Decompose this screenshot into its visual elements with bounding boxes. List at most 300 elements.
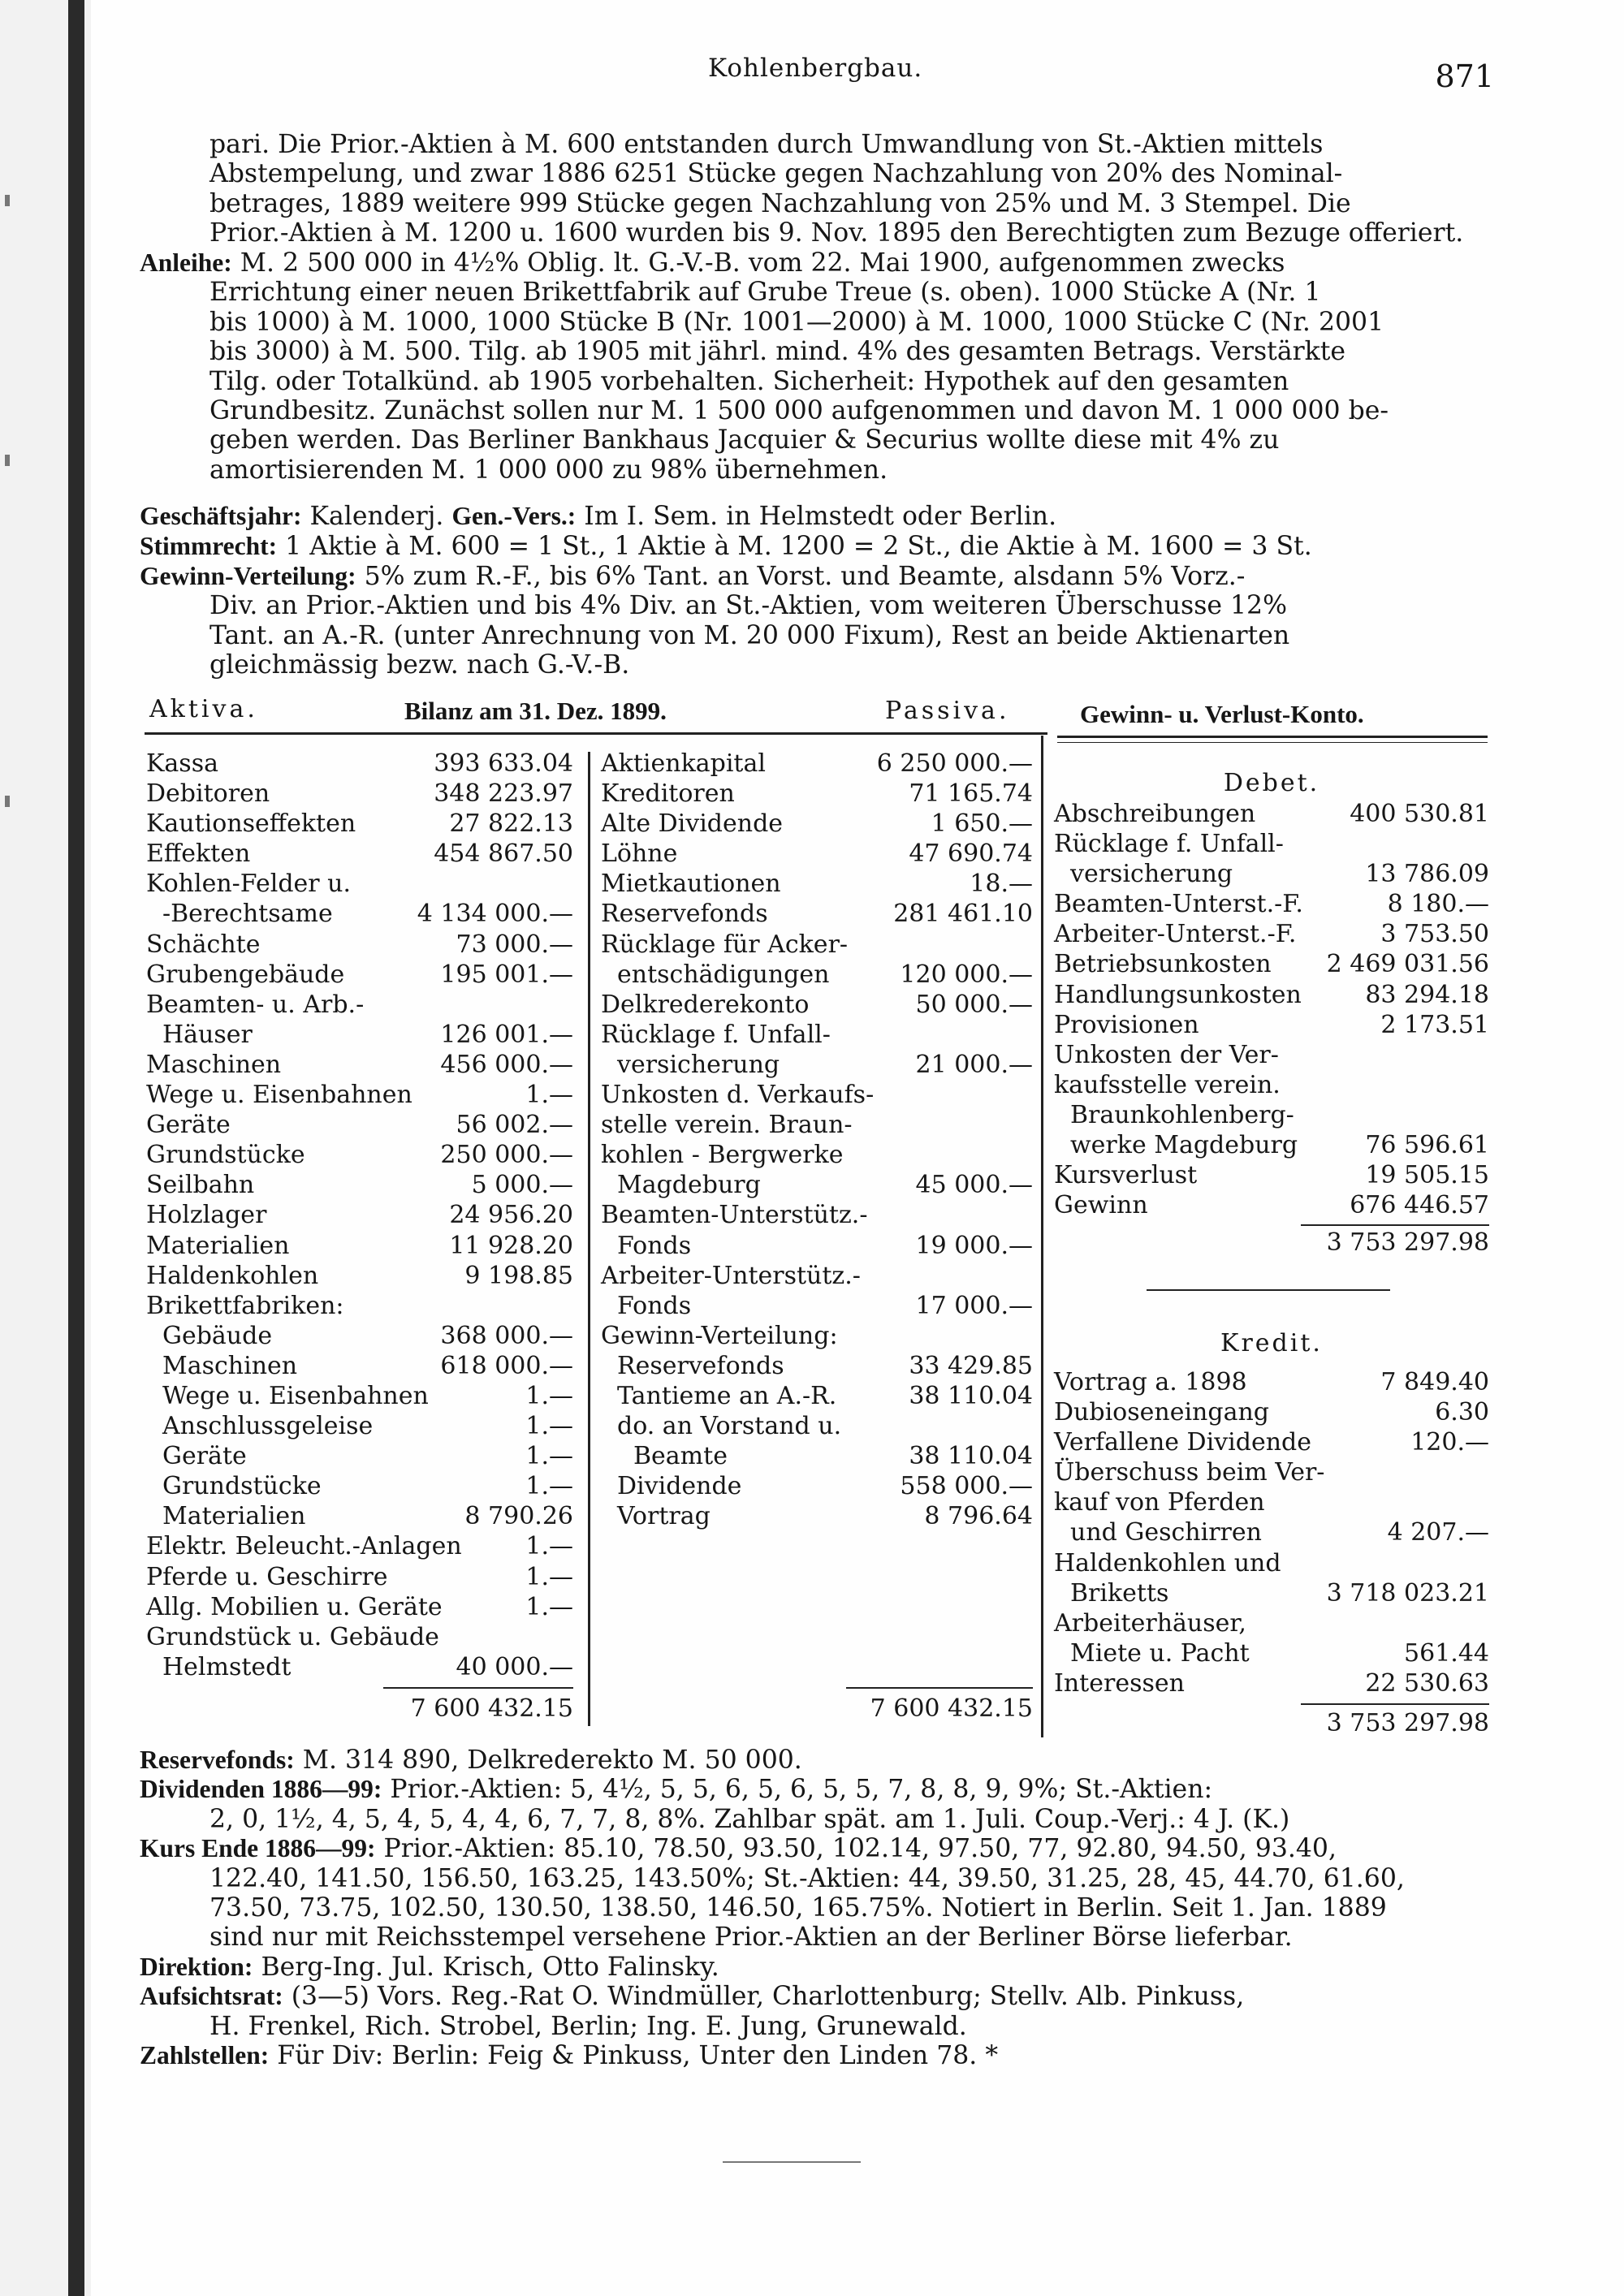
row-label: Reservefonds xyxy=(601,900,768,929)
table-row xyxy=(146,960,573,990)
row-label: Provisionen xyxy=(1054,1010,1199,1039)
gewinn-verteilung-section xyxy=(140,562,1488,680)
text-line: gleichmässig bezw. nach G.-V.-B. xyxy=(209,650,630,680)
row-amount: 1.— xyxy=(525,1592,573,1621)
table-row xyxy=(146,1261,573,1291)
table-row xyxy=(146,1592,573,1622)
table-row xyxy=(146,1231,573,1261)
row-amount: 24 956.20 xyxy=(449,1201,573,1230)
row-label: Kohlen-Felder u. xyxy=(146,870,352,899)
table-row xyxy=(146,1351,573,1381)
row-amount: 76 596.61 xyxy=(1365,1131,1489,1160)
row-amount: 38 110.04 xyxy=(909,1442,1033,1471)
row-amount: 56 002.— xyxy=(456,1111,573,1140)
kredit-total: 3 753 297.98 xyxy=(1326,1709,1489,1737)
section-label: Gen.-Vers.: xyxy=(451,502,577,530)
bottom-section xyxy=(140,1746,1488,2070)
row-label: Überschuss beim Ver- xyxy=(1054,1458,1325,1487)
table-row xyxy=(601,1291,1033,1321)
row-amount: 454 867.50 xyxy=(434,839,573,869)
row-label: Dubioseneingang xyxy=(1054,1398,1269,1427)
table-row xyxy=(1054,1457,1489,1487)
kredit-label: Kredit. xyxy=(1220,1329,1323,1357)
text-line: bis 3000) à M. 500. Tilg. ab 1905 mit jährl. mind. 4% des gesamten Betrags. Verstärkte xyxy=(209,337,1346,367)
aufsichtsrat-line xyxy=(140,1982,1488,2011)
row-amount: 393 633.04 xyxy=(434,749,573,778)
row-amount: 73 000.— xyxy=(456,930,573,959)
row-amount: 1.— xyxy=(525,1081,573,1110)
table-row xyxy=(601,1200,1033,1230)
row-amount: 33 429.85 xyxy=(909,1351,1033,1380)
table-row xyxy=(146,1110,573,1140)
table-row xyxy=(1054,1397,1489,1427)
intro-paragraph xyxy=(140,130,1488,248)
row-label: Helmstedt xyxy=(162,1652,292,1681)
row-amount: 281 461.10 xyxy=(893,900,1033,929)
kurs-line xyxy=(140,1834,1488,1863)
row-amount: 676 446.57 xyxy=(1350,1191,1489,1220)
row-label: Wege u. Eisenbahnen xyxy=(146,1081,412,1110)
section-label: Anleihe: xyxy=(140,248,232,277)
row-label: Abschreibungen xyxy=(1054,800,1256,828)
debet-column xyxy=(1054,799,1489,1220)
row-label: versicherung xyxy=(1070,860,1233,889)
section-label: Reservefonds: xyxy=(140,1746,295,1774)
row-label: Interessen xyxy=(1054,1668,1185,1698)
row-label: Briketts xyxy=(1070,1578,1169,1608)
row-amount: 120.— xyxy=(1410,1428,1489,1457)
row-amount: 1.— xyxy=(525,1381,573,1410)
aktiva-total: 7 600 432.15 xyxy=(410,1694,573,1723)
gutter-mark xyxy=(5,796,10,807)
row-amount: 1.— xyxy=(525,1532,573,1561)
footer-rule xyxy=(723,2161,861,2163)
row-label: kaufsstelle verein. xyxy=(1054,1070,1281,1099)
table-row xyxy=(146,990,573,1020)
table-row xyxy=(146,1562,573,1592)
row-label: Vortrag xyxy=(617,1502,710,1531)
row-amount: 13 786.09 xyxy=(1365,860,1489,889)
row-label: Dividende xyxy=(617,1472,742,1501)
table-row xyxy=(146,1321,573,1351)
row-amount: 38 110.04 xyxy=(909,1381,1033,1410)
row-amount: 1.— xyxy=(525,1442,573,1471)
text-line: geben werden. Das Berliner Bankhaus Jacquier & Securius wollte diese mit 4% zu xyxy=(209,425,1280,455)
row-amount: 8 180.— xyxy=(1387,890,1489,919)
row-amount: 456 000.— xyxy=(440,1050,573,1079)
anleihe-section xyxy=(140,248,1488,485)
row-label: Miete u. Pacht xyxy=(1070,1638,1250,1668)
section-label: Stimmrecht: xyxy=(140,532,278,560)
text-line: amortisierenden M. 1 000 000 zu 98% übernehmen. xyxy=(209,455,888,485)
direktion-line xyxy=(140,1953,1488,1982)
row-amount: 348 223.97 xyxy=(434,779,573,809)
table-row xyxy=(1054,1578,1489,1608)
geschaeftsjahr-line xyxy=(140,502,1488,531)
row-label: Kreditoren xyxy=(601,779,735,809)
text-line xyxy=(140,248,1488,278)
row-amount: 195 001.— xyxy=(440,960,573,989)
section-text: Berg-Ing. Jul. Krisch, Otto Falinsky. xyxy=(261,1952,719,1982)
table-row xyxy=(146,1501,573,1531)
sum-rule xyxy=(1301,1703,1489,1705)
row-amount: 6 250 000.— xyxy=(876,749,1033,778)
row-amount: 120 000.— xyxy=(900,960,1033,989)
row-label: Aktienkapital xyxy=(601,749,766,778)
row-label: Fonds xyxy=(617,1291,692,1320)
section-text: M. 2 500 000 in 4½% Oblig. lt. G.-V.-B. vom 22. Mai 1900, aufgenommen zwecks xyxy=(240,248,1285,278)
row-label: Grundstück u. Gebäude xyxy=(146,1622,439,1651)
table-row xyxy=(146,1381,573,1411)
row-amount: 2 469 031.56 xyxy=(1326,950,1489,979)
table-row xyxy=(601,990,1033,1020)
row-label: Grundstücke xyxy=(146,1141,305,1170)
row-label: Mietkautionen xyxy=(601,870,781,899)
bilanz-title: Bilanz am 31. Dez. 1899. xyxy=(404,697,667,725)
table-row xyxy=(601,1170,1033,1200)
row-amount: 3 753.50 xyxy=(1380,920,1489,949)
row-amount: 558 000.— xyxy=(900,1472,1033,1501)
spine-shadow xyxy=(68,0,84,2296)
table-row xyxy=(146,1050,573,1080)
section-text: Im I. Sem. in Helmstedt oder Berlin. xyxy=(584,502,1057,531)
table-row xyxy=(146,779,573,809)
table-row xyxy=(601,930,1033,960)
row-label: Gewinn-Verteilung: xyxy=(601,1321,838,1350)
table-row xyxy=(601,1110,1033,1140)
text-line: Grundbesitz. Zunächst sollen nur M. 1 500 000 aufgenommen und davon M. 1 000 000 be- xyxy=(209,396,1389,426)
row-amount: 368 000.— xyxy=(440,1321,573,1350)
sum-rule xyxy=(846,1687,1033,1689)
row-amount: 19 505.15 xyxy=(1365,1161,1489,1190)
row-label: Tantieme an A.-R. xyxy=(617,1381,837,1410)
konto-divider xyxy=(1041,736,1043,1737)
row-amount: 27 822.13 xyxy=(449,809,573,839)
section-text: Prior.-Aktien: 5, 4½, 5, 5, 6, 5, 6, 5, 5, 7, 8, 8, 9, 9%; St.-Aktien: xyxy=(390,1775,1213,1805)
row-label: Haldenkohlen und xyxy=(1054,1548,1281,1577)
row-label: Geräte xyxy=(162,1442,247,1471)
table-row xyxy=(146,1622,573,1652)
section-label: Direktion: xyxy=(140,1952,253,1981)
row-label: Kautionseffekten xyxy=(146,809,356,839)
row-label: Haldenkohlen xyxy=(146,1261,319,1290)
row-amount: 2 173.51 xyxy=(1380,1010,1489,1039)
table-row xyxy=(1054,1367,1489,1397)
row-label: kohlen - Bergwerke xyxy=(601,1141,844,1170)
text-line: betrages, 1889 weitere 999 Stücke gegen Nachzahlung von 25% und M. 3 Stempel. Die xyxy=(209,188,1351,218)
table-row xyxy=(146,1200,573,1230)
row-label: werke Magdeburg xyxy=(1070,1131,1298,1160)
table-row xyxy=(1054,1668,1489,1698)
row-label: Beamten-Unterst.-F. xyxy=(1054,890,1303,919)
row-amount: 21 000.— xyxy=(915,1050,1033,1079)
row-amount: 17 000.— xyxy=(915,1291,1033,1320)
debet-total: 3 753 297.98 xyxy=(1326,1228,1489,1257)
table-row xyxy=(146,1471,573,1501)
row-amount: 83 294.18 xyxy=(1365,980,1489,1009)
table-row xyxy=(1054,1517,1489,1547)
row-label: Delkrederekonto xyxy=(601,990,810,1019)
table-row xyxy=(146,1411,573,1441)
page-header xyxy=(140,54,1494,102)
table-row xyxy=(601,1471,1033,1501)
row-label: Allg. Mobilien u. Geräte xyxy=(146,1592,443,1621)
table-row xyxy=(146,899,573,929)
row-label: Materialien xyxy=(162,1502,306,1531)
table-row xyxy=(601,1501,1033,1531)
gv-top-rule xyxy=(1057,736,1488,738)
table-row xyxy=(1054,829,1489,859)
row-label: Geräte xyxy=(146,1111,231,1140)
row-label: -Berechtsame xyxy=(162,900,333,929)
row-amount: 1.— xyxy=(525,1472,573,1501)
row-amount: 18.— xyxy=(970,870,1033,899)
debet-label: Debet. xyxy=(1223,769,1320,797)
dividenden-line xyxy=(140,1775,1488,1804)
aktiva-label: Aktiva. xyxy=(149,695,258,723)
section-label: Zahlstellen: xyxy=(140,2041,270,2070)
row-amount: 1.— xyxy=(525,1562,573,1591)
table-row xyxy=(601,749,1033,779)
table-row xyxy=(601,1351,1033,1381)
row-label: do. an Vorstand u. xyxy=(617,1412,842,1441)
section-text: Kalenderj. xyxy=(309,502,444,531)
row-label: Arbeiterhäuser, xyxy=(1054,1608,1246,1638)
text-line: 2, 0, 1½, 4, 5, 4, 5, 4, 4, 6, 7, 7, 8, 8%. Zahlbar spät. am 1. Juli. Coup.-Verj.: 4 J. (K.) xyxy=(209,1804,1290,1834)
table-row xyxy=(1054,980,1489,1010)
row-label: Rücklage f. Unfall- xyxy=(1054,830,1284,859)
row-label: Grubengebäude xyxy=(146,960,345,989)
table-row xyxy=(601,1321,1033,1351)
kredit-column xyxy=(1054,1367,1489,1698)
table-row xyxy=(146,1080,573,1110)
passiva-column xyxy=(601,749,1033,1531)
gutter-mark xyxy=(5,195,10,206)
table-row xyxy=(146,749,573,779)
table-row xyxy=(1054,859,1489,889)
row-label: Anschlussgeleise xyxy=(162,1412,374,1441)
table-row xyxy=(601,1140,1033,1170)
row-label: und Geschirren xyxy=(1070,1518,1262,1547)
row-amount: 40 000.— xyxy=(456,1652,573,1681)
text-line: 122.40, 141.50, 156.50, 163.25, 143.50%; St.-Aktien: 44, 39.50, 31.25, 28, 45, 44.70, 61.60, xyxy=(209,1863,1405,1893)
table-row xyxy=(146,1140,573,1170)
row-amount: 9 198.85 xyxy=(464,1261,573,1290)
table-row xyxy=(1054,1548,1489,1578)
row-label: Beamten-Unterstütz.- xyxy=(601,1201,868,1230)
section-rule xyxy=(1147,1289,1390,1291)
text-line: pari. Die Prior.-Aktien à M. 600 entstanden durch Umwandlung von St.-Aktien mittels xyxy=(209,130,1324,159)
table-row xyxy=(1054,1160,1489,1190)
row-label: entschädigungen xyxy=(617,960,830,989)
row-label: Magdeburg xyxy=(617,1171,761,1200)
row-amount: 22 530.63 xyxy=(1365,1668,1489,1698)
row-amount: 1 650.— xyxy=(931,809,1033,839)
table-row xyxy=(146,930,573,960)
table-row xyxy=(1054,1427,1489,1457)
table-row xyxy=(1054,1070,1489,1100)
row-amount: 561.44 xyxy=(1404,1638,1489,1668)
passiva-label: Passiva. xyxy=(885,697,1010,725)
row-label: Maschinen xyxy=(146,1050,282,1079)
row-label: Schächte xyxy=(146,930,261,959)
page-number: 871 xyxy=(1435,58,1494,94)
row-label: Seilbahn xyxy=(146,1171,255,1200)
row-amount: 400 530.81 xyxy=(1350,800,1489,828)
row-label: Gewinn xyxy=(1054,1191,1148,1220)
table-row xyxy=(146,1170,573,1200)
table-row xyxy=(601,1441,1033,1471)
table-row xyxy=(1054,949,1489,979)
text-line xyxy=(140,562,1488,591)
text-line: Tilg. oder Totalkünd. ab 1905 vorbehalten. Sicherheit: Hypothek auf den gesamten xyxy=(209,366,1289,396)
table-row xyxy=(1054,889,1489,919)
section-text: 1 Aktie à M. 600 = 1 St., 1 Aktie à M. 1200 = 2 St., die Aktie à M. 1600 = 3 St. xyxy=(285,532,1312,561)
row-label: Elektr. Beleucht.-Anlagen xyxy=(146,1532,462,1561)
table-row xyxy=(601,1261,1033,1291)
row-label: Debitoren xyxy=(146,779,270,809)
row-label: Betriebsunkosten xyxy=(1054,950,1272,979)
table-row xyxy=(146,1441,573,1471)
row-label: stelle verein. Braun- xyxy=(601,1111,853,1140)
table-row xyxy=(1054,1487,1489,1517)
row-label: Wege u. Eisenbahnen xyxy=(162,1381,429,1410)
sum-rule xyxy=(1301,1224,1489,1226)
section-text: Für Div: Berlin: Feig & Pinkuss, Unter den Linden 78. * xyxy=(277,2041,999,2071)
row-amount: 4 134 000.— xyxy=(417,900,573,929)
bilanz-divider xyxy=(588,752,590,1726)
row-amount: 7 849.40 xyxy=(1380,1368,1489,1396)
row-label: Unkosten d. Verkaufs- xyxy=(601,1081,875,1110)
row-label: Unkosten der Ver- xyxy=(1054,1040,1279,1069)
table-row xyxy=(1054,1100,1489,1130)
row-amount: 5 000.— xyxy=(471,1171,573,1200)
table-row xyxy=(601,1231,1033,1261)
row-amount: 1.— xyxy=(525,1412,573,1441)
row-label: Handlungsunkosten xyxy=(1054,980,1302,1009)
table-top-rule xyxy=(145,732,1047,735)
text-line: 73.50, 73.75, 102.50, 130.50, 138.50, 146.50, 165.75%. Notiert in Berlin. Seit 1. Jan. 1889 xyxy=(209,1893,1387,1923)
row-label: Arbeiter-Unterstütz.- xyxy=(601,1261,861,1290)
text-line: H. Frenkel, Rich. Strobel, Berlin; Ing. E. Jung, Grunewald. xyxy=(209,2011,967,2041)
table-row xyxy=(146,869,573,899)
table-row xyxy=(1054,1638,1489,1668)
table-row xyxy=(601,960,1033,990)
row-label: Grundstücke xyxy=(162,1472,322,1501)
table-row xyxy=(1054,1130,1489,1160)
text-line: Tant. an A.-R. (unter Anrechnung von M. 20 000 Fixum), Rest an beide Aktienarten xyxy=(209,620,1290,650)
reservefonds-line xyxy=(140,1746,1488,1775)
table-row xyxy=(601,869,1033,899)
table-row xyxy=(1054,1040,1489,1070)
row-amount: 8 790.26 xyxy=(464,1502,573,1531)
table-row xyxy=(146,1531,573,1561)
table-row xyxy=(1054,1608,1489,1638)
text-line: bis 1000) à M. 1000, 1000 Stücke B (Nr. 1001—2000) à M. 1000, 1000 Stücke C (Nr. 2001 xyxy=(209,307,1384,337)
table-row xyxy=(601,1050,1033,1080)
table-row xyxy=(146,1020,573,1050)
text-line: Abstempelung, und zwar 1886 6251 Stücke gegen Nachzahlung von 20% des Nominal- xyxy=(209,159,1343,189)
row-label: Alte Dividende xyxy=(601,809,784,839)
table-row xyxy=(601,899,1033,929)
table-row xyxy=(1054,1190,1489,1220)
row-amount: 8 796.64 xyxy=(924,1502,1033,1531)
row-amount: 6.30 xyxy=(1435,1398,1489,1427)
text-line: Prior.-Aktien à M. 1200 u. 1600 wurden bis 9. Nov. 1895 den Berechtigten zum Bezuge offeriert. xyxy=(209,218,1464,248)
row-label: Rücklage f. Unfall- xyxy=(601,1020,831,1049)
row-label: Kassa xyxy=(146,749,218,778)
aktiva-column xyxy=(146,749,573,1682)
row-label: Beamten- u. Arb.- xyxy=(146,990,365,1019)
section-label: Kurs Ende 1886—99: xyxy=(140,1834,376,1863)
row-label: Holzlager xyxy=(146,1201,267,1230)
section-text: Prior.-Aktien: 85.10, 78.50, 93.50, 102.14, 97.50, 77, 92.80, 94.50, 93.40, xyxy=(383,1834,1337,1864)
row-label: Löhne xyxy=(601,839,678,869)
table-row xyxy=(601,1411,1033,1441)
gv-konto-title: Gewinn- u. Verlust-Konto. xyxy=(1080,700,1364,728)
section-text: M. 314 890, Delkrederekto M. 50 000. xyxy=(302,1746,802,1775)
row-amount: 11 928.20 xyxy=(449,1231,573,1260)
section-label: Aufsichtsrat: xyxy=(140,1982,283,2011)
row-label: Maschinen xyxy=(162,1351,298,1380)
row-label: kauf von Pferden xyxy=(1054,1488,1265,1517)
text-line: Div. an Prior.-Aktien und bis 4% Div. an St.-Aktien, vom weiteren Überschusse 12% xyxy=(209,591,1288,621)
row-label: versicherung xyxy=(617,1050,780,1079)
row-amount: 71 165.74 xyxy=(909,779,1033,809)
row-label: Verfallene Dividende xyxy=(1054,1428,1311,1457)
table-row xyxy=(1054,799,1489,829)
zahlstellen-line xyxy=(140,2041,1488,2070)
row-amount: 250 000.— xyxy=(440,1141,573,1170)
passiva-total: 7 600 432.15 xyxy=(870,1694,1033,1723)
table-row xyxy=(146,1652,573,1682)
row-amount: 50 000.— xyxy=(915,990,1033,1019)
row-label: Kursverlust xyxy=(1054,1161,1198,1190)
table-row xyxy=(146,1291,573,1321)
table-row xyxy=(146,809,573,839)
table-row xyxy=(601,809,1033,839)
table-row xyxy=(1054,1010,1489,1040)
row-label: Brikettfabriken: xyxy=(146,1291,344,1320)
sum-rule xyxy=(383,1687,573,1689)
section-label: Dividenden 1886—99: xyxy=(140,1775,382,1804)
row-label: Pferde u. Geschirre xyxy=(146,1562,388,1591)
text-line: Errichtung einer neuen Brikettfabrik auf Grube Treue (s. oben). 1000 Stücke A (Nr. 1 xyxy=(209,278,1321,308)
row-amount: 47 690.74 xyxy=(909,839,1033,869)
row-label: Reservefonds xyxy=(617,1351,784,1380)
row-amount: 126 001.— xyxy=(440,1020,573,1049)
row-label: Gebäude xyxy=(162,1321,273,1350)
section-text: 5% zum R.-F., bis 6% Tant. an Vorst. und Beamte, alsdann 5% Vorz.- xyxy=(364,562,1246,591)
row-label: Beamte xyxy=(633,1442,728,1471)
table-row xyxy=(601,1020,1033,1050)
row-label: Vortrag a. 1898 xyxy=(1054,1368,1247,1396)
table-row xyxy=(601,779,1033,809)
row-label: Braunkohlenberg- xyxy=(1070,1100,1294,1129)
row-label: Rücklage für Acker- xyxy=(601,930,849,959)
row-amount: 4 207.— xyxy=(1387,1518,1489,1547)
section-label: Gewinn-Verteilung: xyxy=(140,562,356,590)
table-row xyxy=(146,839,573,869)
row-label: Häuser xyxy=(162,1020,253,1049)
row-label: Arbeiter-Unterst.-F. xyxy=(1054,920,1297,949)
row-amount: 3 718 023.21 xyxy=(1326,1578,1489,1608)
section-label: Geschäftsjahr: xyxy=(140,502,302,530)
table-row xyxy=(601,1080,1033,1110)
text-line: sind nur mit Reichsstempel versehene Prior.-Aktien an der Berliner Börse lieferbar. xyxy=(209,1923,1293,1953)
table-row xyxy=(601,1381,1033,1411)
row-label: Fonds xyxy=(617,1231,692,1260)
